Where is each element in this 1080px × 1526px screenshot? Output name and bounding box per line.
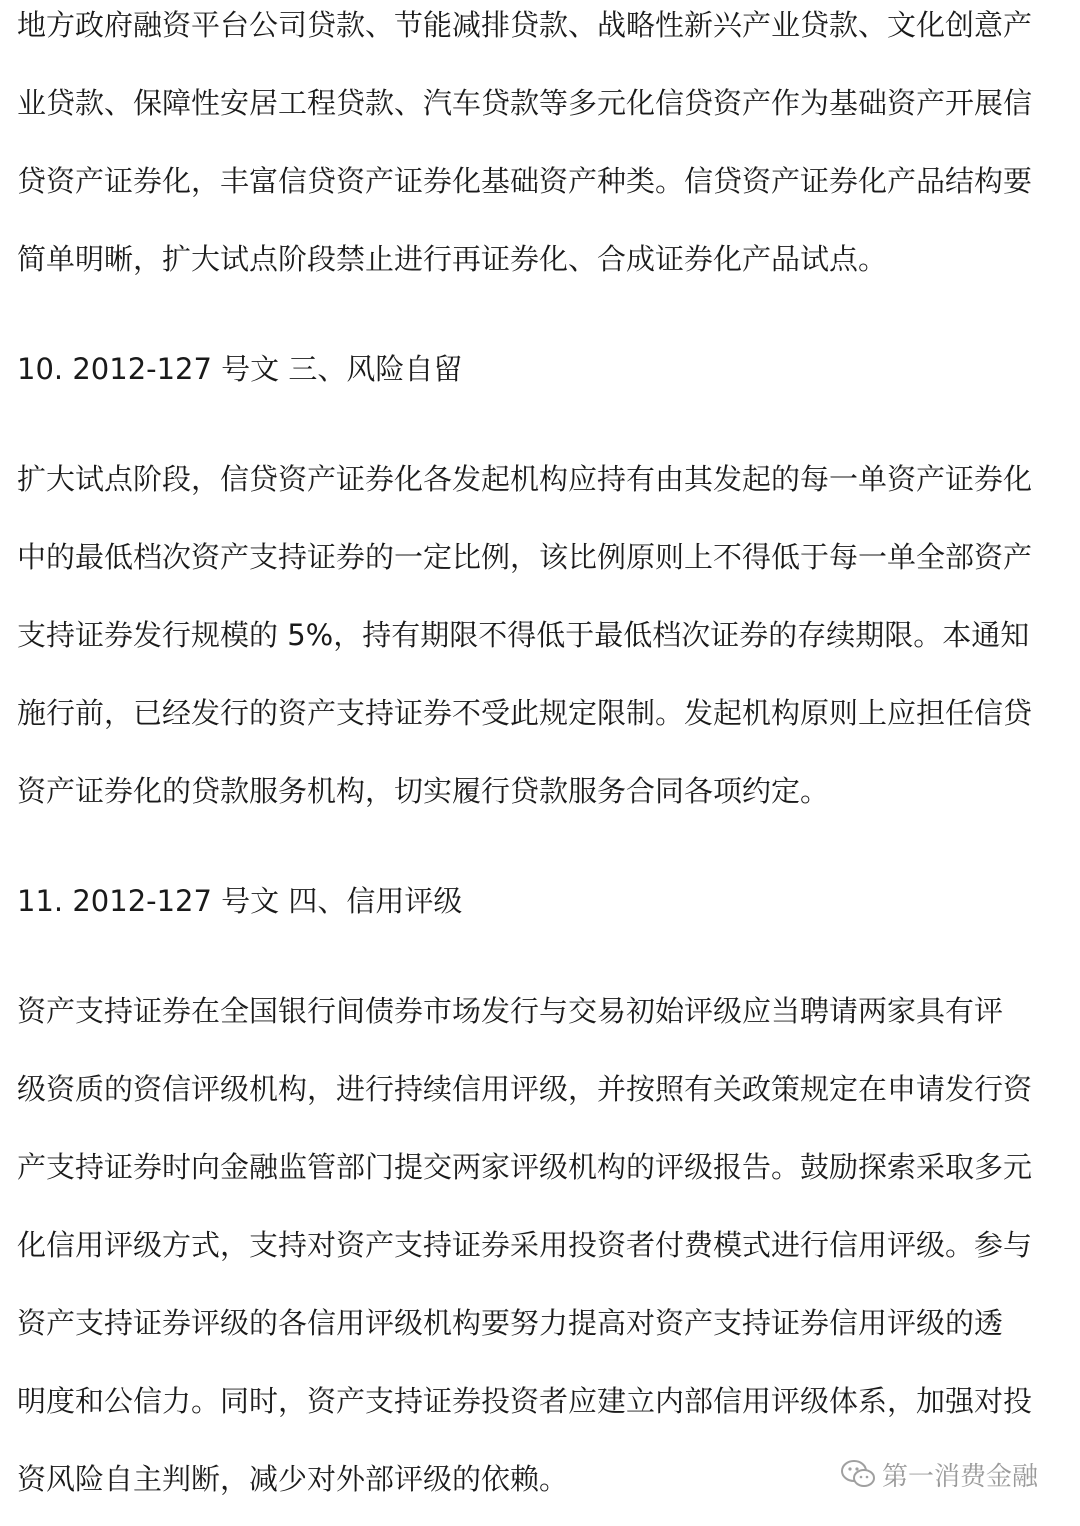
text-line: 中的最低档次资产支持证券的一定比例，该比例原则上不得低于每一单全部资产 xyxy=(17,540,1033,574)
text-line: 资风险自主判断，减少对外部评级的依赖。 xyxy=(17,1462,569,1496)
wechat-icon xyxy=(840,1459,876,1489)
watermark xyxy=(840,1456,1038,1492)
text-line: 简单明晰，扩大试点阶段禁止进行再证券化、合成证券化产品试点。 xyxy=(17,242,888,276)
text-line: 化信用评级方式，支持对资产支持证券采用投资者付费模式进行信用评级。参与 xyxy=(17,1228,1033,1262)
text-line: 施行前，已经发行的资产支持证券不受此规定限制。发起机构原则上应担任信贷 xyxy=(17,696,1033,730)
section-heading-11: 11. 2012-127 号文 四、信用评级 xyxy=(17,884,463,918)
text-line: 贷资产证券化，丰富信贷资产证券化基础资产种类。信贷资产证券化产品结构要 xyxy=(17,164,1033,198)
text-line: 业贷款、保障性安居工程贷款、汽车贷款等多元化信贷资产作为基础资产开展信 xyxy=(17,86,1033,120)
section-heading-10: 10. 2012-127 号文 三、风险自留 xyxy=(17,352,463,386)
text-line: 资产支持证券在全国银行间债券市场发行与交易初始评级应当聘请两家具有评 xyxy=(17,994,1004,1028)
text-line: 级资质的资信评级机构，进行持续信用评级，并按照有关政策规定在申请发行资 xyxy=(17,1072,1033,1106)
text-line: 支持证券发行规模的 5%，持有期限不得低于最低档次证券的存续期限。本通知 xyxy=(17,618,1030,652)
paragraph-3 xyxy=(17,972,1067,1518)
watermark-text: 第一消费金融 xyxy=(882,1461,1039,1492)
paragraph-2 xyxy=(17,440,1067,830)
document-body xyxy=(17,0,1067,1518)
text-line: 明度和公信力。同时，资产支持证券投资者应建立内部信用评级体系，加强对投 xyxy=(17,1384,1033,1418)
text-line: 资产证券化的贷款服务机构，切实履行贷款服务合同各项约定。 xyxy=(17,774,830,808)
text-line: 扩大试点阶段，信贷资产证券化各发起机构应持有由其发起的每一单资产证券化 xyxy=(17,462,1033,496)
paragraph-1 xyxy=(17,0,1067,298)
text-line: 产支持证券时向金融监管部门提交两家评级机构的评级报告。鼓励探索采取多元 xyxy=(17,1150,1033,1184)
text-line: 资产支持证券评级的各信用评级机构要努力提高对资产支持证券信用评级的透 xyxy=(17,1306,1004,1340)
text-line: 地方政府融资平台公司贷款、节能减排贷款、战略性新兴产业贷款、文化创意产 xyxy=(17,8,1033,42)
